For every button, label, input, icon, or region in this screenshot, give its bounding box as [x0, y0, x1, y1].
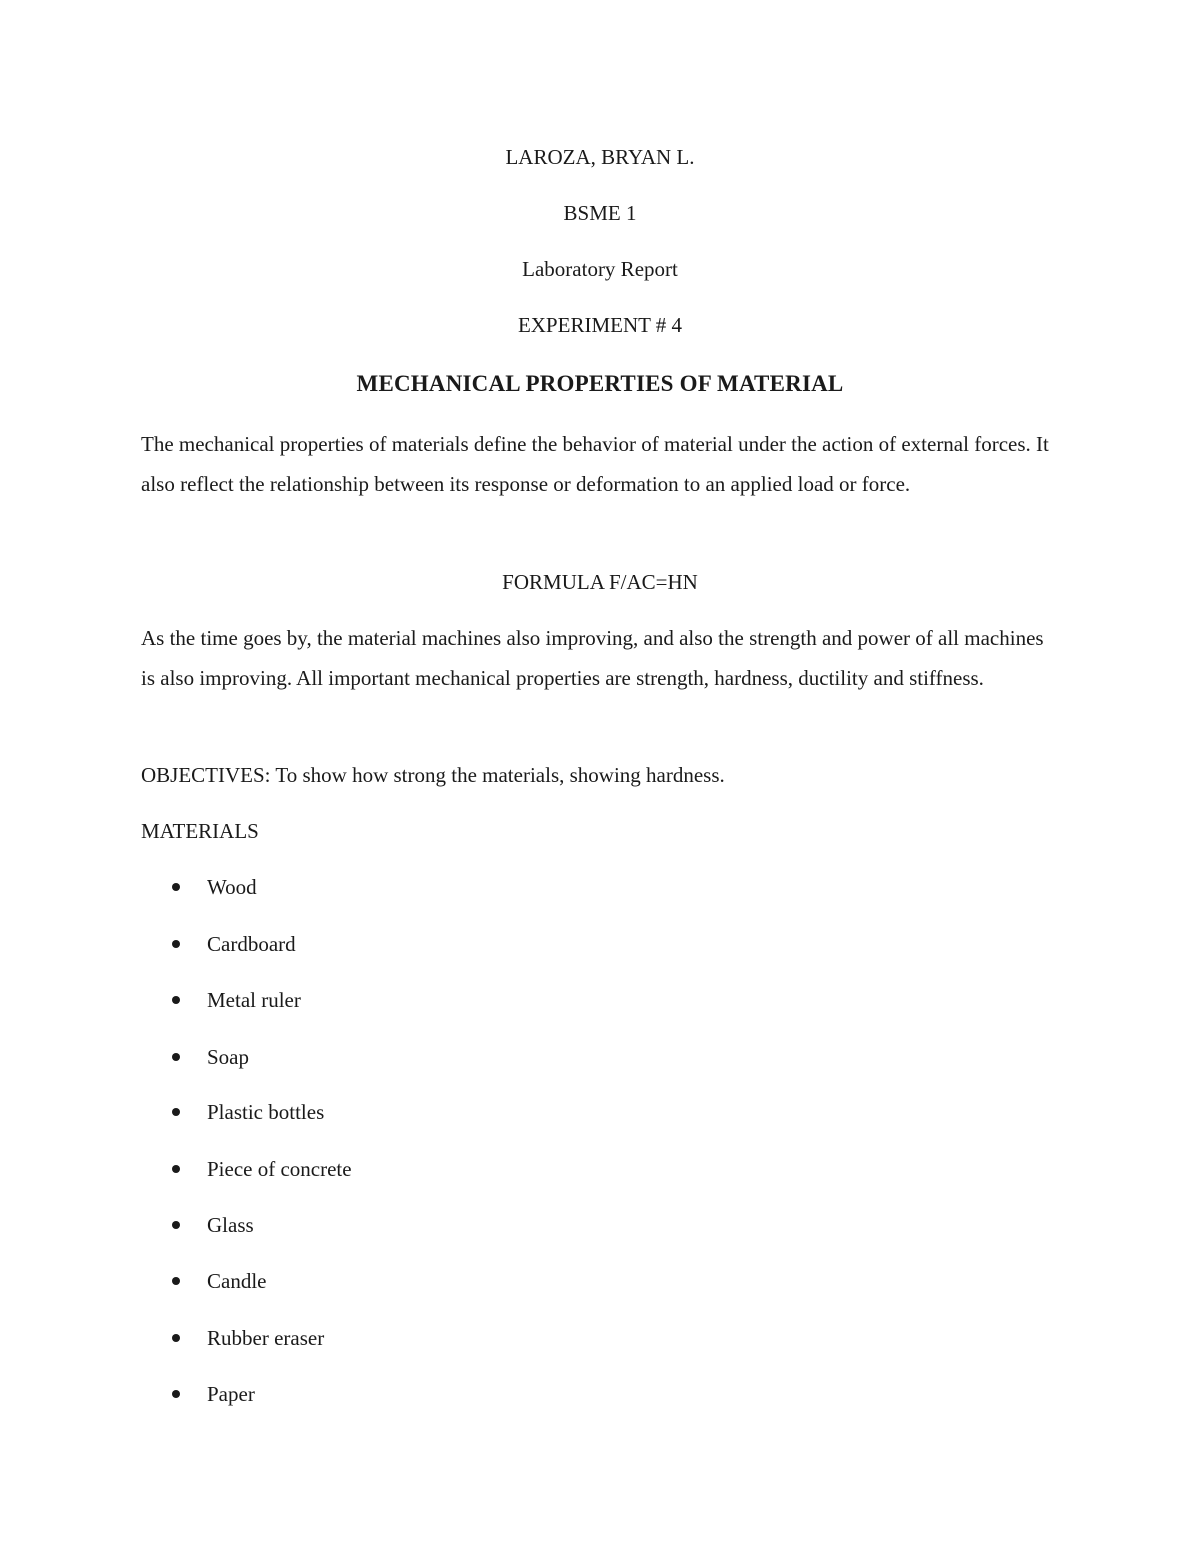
- bullet-icon: [172, 1334, 180, 1342]
- bullet-icon: [172, 1165, 180, 1173]
- bullet-icon: [172, 996, 180, 1004]
- bullet-icon: [172, 1277, 180, 1285]
- bullet-icon: [172, 1053, 180, 1061]
- student-name: LAROZA, BRYAN L.: [505, 145, 695, 169]
- bullet-icon: [172, 940, 180, 948]
- materials-heading: MATERIALS: [141, 819, 259, 843]
- formula-line: FORMULA F/AC=HN: [502, 570, 698, 594]
- objectives-line: OBJECTIVES: To show how strong the materials, showing hardness.: [141, 763, 725, 787]
- list-item: Metal ruler: [172, 986, 301, 1014]
- list-item: Wood: [172, 873, 257, 901]
- experiment-number: EXPERIMENT # 4: [517, 313, 683, 337]
- bullet-icon: [172, 883, 180, 891]
- list-item: Piece of concrete: [172, 1155, 352, 1183]
- document-title: MECHANICAL PROPERTIES OF MATERIAL: [356, 371, 844, 396]
- list-item: Cardboard: [172, 930, 296, 958]
- list-item: Plastic bottles: [172, 1098, 324, 1126]
- list-item: Glass: [172, 1211, 254, 1239]
- second-paragraph: As the time goes by, the material machines also improving, and also the strength and power of all machines is also improving. All important mechanical properties are strength, hardness, ductility and stiffness.: [141, 626, 1044, 690]
- list-item: Soap: [172, 1043, 249, 1071]
- report-type: Laboratory Report: [522, 257, 678, 281]
- intro-paragraph: The mechanical properties of materials define the behavior of material under the action of external forces. It also reflect the relationship between its response or deformation to an applied load or force.: [141, 432, 1049, 496]
- list-item: Paper: [172, 1380, 255, 1408]
- bullet-icon: [172, 1108, 180, 1116]
- list-item: Rubber eraser: [172, 1324, 324, 1352]
- bullet-icon: [172, 1221, 180, 1229]
- course-label: BSME 1: [563, 201, 637, 225]
- bullet-icon: [172, 1390, 180, 1398]
- list-item: Candle: [172, 1267, 266, 1295]
